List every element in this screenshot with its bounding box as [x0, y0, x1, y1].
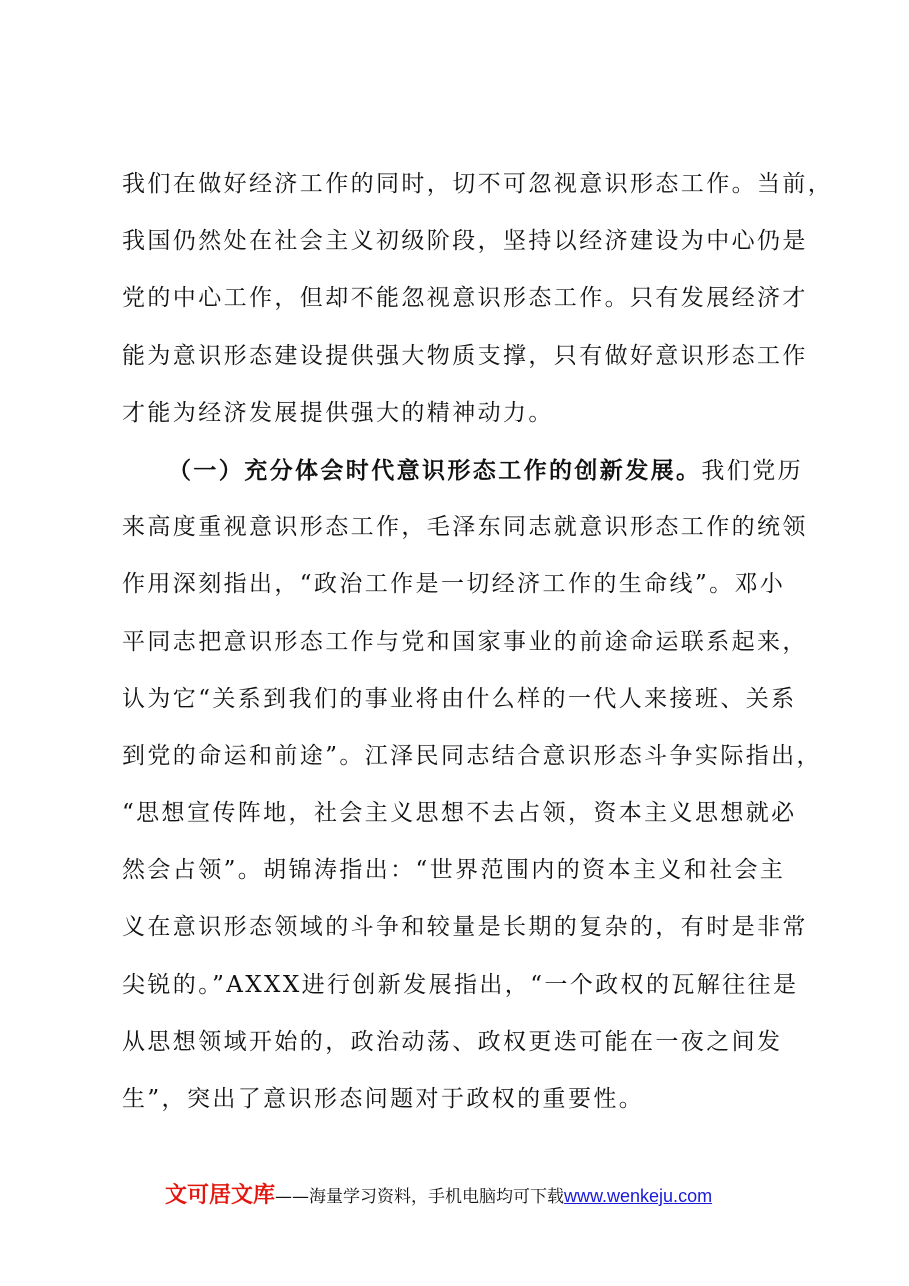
- section-heading-line: [122, 442, 804, 499]
- paragraph-line: 我们在做好经济工作的同时，切不可忽视意识形态工作。当前，: [122, 171, 834, 197]
- paragraph-line: 义在意识形态领域的斗争和较量是长期的复杂的，有时是非常: [122, 914, 808, 941]
- paragraph-line: 我们党历: [701, 457, 804, 484]
- paragraph-line: 尖锐的。”AXXX进行创新发展指出，“一个政权的瓦解往往是: [122, 971, 799, 998]
- paragraph-line: 才能为经济发展提供强大的精神动力。: [122, 399, 554, 426]
- paragraph-line: 认为它“关系到我们的事业将由什么样的一代人来接班、关系: [122, 685, 797, 712]
- paragraph-line: 从思想领域开始的，政治动荡、政权更迭可能在一夜之间发: [122, 1028, 783, 1055]
- paragraph-line: 作用深刻指出，“政治工作是一切经济工作的生命线”。邓小: [122, 571, 786, 598]
- paragraph-line: “思想宣传阵地，社会主义思想不去占领，资本主义思想就必: [122, 800, 797, 827]
- section-heading: （一）充分体会时代意识形态工作的创新发展。: [168, 456, 702, 484]
- paragraph-line: 到党的命运和前途”。江泽民同志结合意识形态斗争实际指出，: [122, 742, 822, 769]
- paragraph-line: 生”，突出了意识形态问题对于政权的重要性。: [122, 1086, 645, 1112]
- paragraph-line: 我国仍然处在社会主义初级阶段，坚持以经济建设为中心仍是: [122, 228, 808, 255]
- brand-name: 文可居文库: [165, 1183, 276, 1208]
- website-link[interactable]: www.wenkeju.com: [564, 1186, 713, 1206]
- document-body: [122, 156, 834, 1128]
- paragraph-line: 能为意识形态建设提供强大物质支撑，只有做好意识形态工作: [122, 342, 808, 369]
- paragraph-line: 党的中心工作，但却不能忽视意识形态工作。只有发展经济才: [122, 285, 808, 312]
- footer-banner: [165, 1178, 865, 1214]
- paragraph-line: 然会占领”。胡锦涛指出：“世界范围内的资本主义和社会主: [122, 857, 786, 884]
- paragraph-line: 来高度重视意识形态工作，毛泽东同志就意识形态工作的统领: [122, 514, 808, 541]
- paragraph-line: 平同志把意识形态工作与党和国家事业的前途命运联系起来，: [122, 628, 808, 655]
- footer-slogan: ——海量学习资料，手机电脑均可下载: [275, 1187, 565, 1207]
